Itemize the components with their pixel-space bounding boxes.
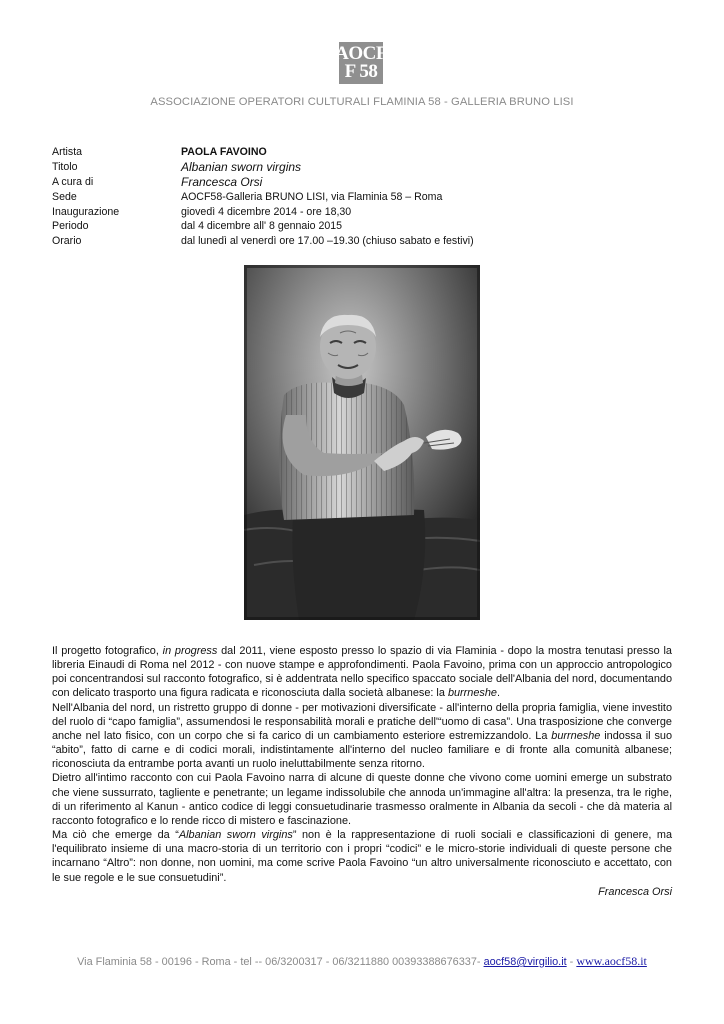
text-run: Nell'Albania del nord, un ristretto gruppo di donne - per motivazioni diversificate - all'interno della propria famiglia, viene investito del ruolo di “capo famiglia”, assumendosi le responsabilità morali e pratiche dell'“uomo di casa”. Una trasposizione che converge anche nel lato fisico, con un corpo che si fa carico di un cambiamento esteriore estremizzandolo. La (52, 701, 672, 742)
paragraph-3: Dietro all'intimo racconto con cui Paola Favoino narra di alcune di queste donne che vivono come uomini emerge un substrato che viene sussurrato, tagliente e penetrante; un legame indissolubile che annoda un'immagine all'altra: la presenza, tra le righe, di un riferimento al Kanun - antico codice di leggi consuetudinarie trasmesso oralmente in Albania da secoli - che dà materia al racconto fotografico e lo rende ricco di mistero e fascinazione. (52, 772, 672, 827)
text-run: Il progetto fotografico, (52, 645, 163, 657)
info-label: Titolo (52, 161, 78, 174)
info-value: PAOLA FAVOINO (181, 146, 267, 159)
website-link[interactable]: www.aocf58.it (576, 954, 647, 968)
text-run: dal 2011, viene esposto presso lo spazio di via Flaminia - dopo la mostra tenutasi presso la libreria Einaudi di Roma nel 2012 - con nuove stampe e approfondimenti. Paola Favoino, prima con un approccio antropologico poi concentrandosi sul racconto fotografico, si è addentrata nello specifico spaccato sociale dell'Albania del nord, documentando con delicato trasporto una figura radicata e riconosciuta dalla società albanese: la (52, 645, 672, 700)
info-label: Periodo (52, 220, 89, 233)
info-row-sede (52, 189, 474, 204)
info-value: AOCF58-Galleria BRUNO LISI, via Flaminia 58 – Roma (181, 190, 443, 203)
info-value: Albanian sworn virgins (181, 160, 302, 175)
logo-line-1: AOCF (335, 43, 387, 64)
info-label: A cura di (52, 175, 94, 188)
info-label: Orario (52, 235, 82, 248)
footer-contacts (0, 954, 724, 969)
info-label: Artista (52, 146, 83, 159)
info-value: dal 4 dicembre all' 8 gennaio 2015 (181, 220, 343, 233)
paragraph-4 (52, 828, 672, 885)
article-body (52, 644, 672, 899)
text-run-italic: Albanian sworn virgins (178, 829, 293, 842)
logo-line-2: F 58 (344, 61, 378, 82)
text-run-italic: in progress (162, 645, 218, 657)
text-run: ” non è la rappresentazione di ruoli sociali e classificazioni di genere, ma l'equilibrato insieme di una macro-storia di un territorio con i propri “codici” e le micro-storie individuali di queste persone che incarnano “Altro”: non donne, non uomini, ma come scrive Paola Favoino “un altro universalmente riconosciuto e accettato, con le sue regole e le sue consuetudini”. (52, 829, 673, 884)
info-value: Francesca Orsi (181, 174, 263, 189)
text-run-italic: burrneshe (551, 729, 601, 742)
portrait-photo (244, 265, 480, 620)
text-run-italic: burrneshe (447, 687, 497, 700)
signature: Francesca Orsi (598, 885, 672, 898)
footer-address: Via Flaminia 58 - 00196 - Roma - tel -- 06/3200317 - 06/3211880 00393388676337- (77, 956, 481, 968)
paragraph-2 (52, 701, 672, 772)
exhibition-info (52, 145, 474, 249)
info-value: dal lunedì al venerdì ore 17.00 –19.30 (chiuso sabato e festivi) (181, 235, 474, 248)
footer-separator: - (566, 956, 577, 968)
info-row-inaugurazione (52, 204, 474, 219)
info-label: Sede (52, 190, 77, 203)
text-run: Ma ciò che emerge da “ (52, 829, 179, 842)
text-run: . (496, 687, 501, 700)
aocf58-logo (335, 42, 387, 84)
association-header: ASSOCIAZIONE OPERATORI CULTURALI FLAMINIA 58 - GALLERIA BRUNO LISI (150, 96, 574, 108)
email-link[interactable]: aocf58@virgilio.it (483, 956, 567, 968)
info-row-artista (52, 145, 474, 160)
info-row-titolo (52, 160, 474, 175)
info-row-orario (52, 234, 474, 249)
info-row-periodo (52, 219, 474, 234)
info-value: giovedì 4 dicembre 2014 - ore 18,30 (181, 205, 352, 218)
info-label: Inaugurazione (52, 205, 120, 218)
info-row-curatore (52, 175, 474, 190)
text-run: indossa il suo “abito”, fatto di carne e di codici morali, indistintamente all'interno del nucleo familiare e di fronte alla comunità albanese; riconosciuta da entrambe porta avanti un ruolo ineluttabilmente senza ritorno. (52, 729, 673, 771)
paragraph-1 (52, 644, 672, 701)
